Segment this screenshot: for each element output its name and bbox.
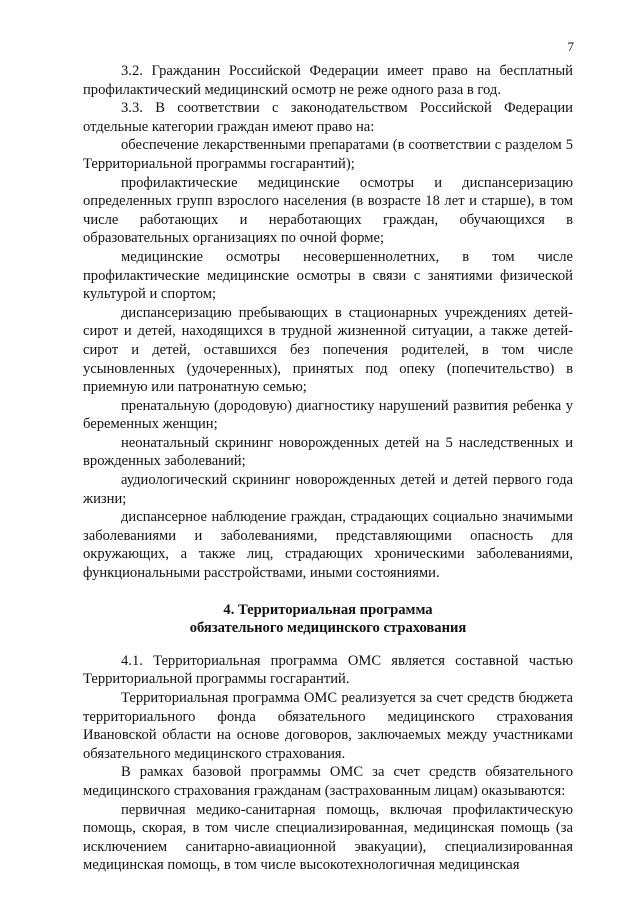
paragraph: В рамках базовой программы ОМС за счет средств обязательного медицинского страхования гражданам (застрахованным лицам) оказываются: — [83, 764, 573, 799]
section-heading — [83, 601, 573, 638]
page-body — [83, 62, 573, 875]
paragraph: 3.2. Гражданин Российской Федерации имеет право на бесплатный профилактический медицинский осмотр не реже одного раза в год. — [83, 63, 573, 98]
paragraph: пренатальную (дородовую) диагностику нарушений развития ребенка у беременных женщин; — [83, 397, 573, 433]
paragraph: первичная медико-санитарная помощь, включая профилактическую помощь, скорая, в том числе специализированная, медицинская помощь (за исключением санитарно-авиационной эвакуации), специализированная медицинская помощь, в том числе высокотехнологичная медицинская — [83, 801, 573, 874]
paragraph: медицинские осмотры несовершеннолетних, в том числе профилактические медицинские осмотры в связи с занятиями физической культурой и спортом; — [83, 248, 573, 303]
paragraph: профилактические медицинские осмотры и диспансеризацию определенных групп взрослого населения (в возрасте 18 лет и старше), в том числе работающих и неработающих граждан, обучающихся в образовательных организациях по очной форме; — [83, 174, 573, 247]
section-heading-line-1: 4. Территориальная программа — [223, 601, 433, 618]
paragraph: 4.1. Территориальная программа ОМС является составной частью Территориальной программы госгарантий. — [83, 652, 573, 688]
paragraph: 3.3. В соответствии с законодательством Российской Федерации отдельные категории граждан имеют право на: — [83, 100, 573, 135]
page-number: 7 — [567, 39, 574, 54]
paragraph: неонатальный скрининг новорожденных детей на 5 наследственных и врожденных заболеваний; — [83, 434, 573, 470]
paragraph: обеспечение лекарственными препаратами (в соответствии с разделом 5 Территориальной программы госгарантий); — [83, 137, 573, 172]
paragraph: аудиологический скрининг новорожденных детей и детей первого года жизни; — [83, 472, 573, 507]
paragraph: Территориальная программа ОМС реализуется за счет средств бюджета территориального фонда обязательного медицинского страхования Ивановской области на основе договоров, заключаемых между участниками обязательного медицинского страхования. — [83, 690, 573, 762]
paragraph: диспансеризацию пребывающих в стационарных учреждениях детей-сирот и детей, находящихся в трудной жизненной ситуации, а также детей-сирот и детей, оставшихся без попечения родителей, в том числе усыновленных (удочеренных), принятых под опеку (попечительство) в приемную или патронатную семью; — [83, 304, 573, 396]
section-heading-line-2: обязательного медицинского страхования — [189, 620, 467, 637]
paragraph: диспансерное наблюдение граждан, страдающих социально значимыми заболеваниями и заболеваниями, представляющими опасность для окружающих, а также лиц, страдающих хроническими заболеваниями, функциональными расстройствами, иными состояниями. — [83, 509, 573, 582]
